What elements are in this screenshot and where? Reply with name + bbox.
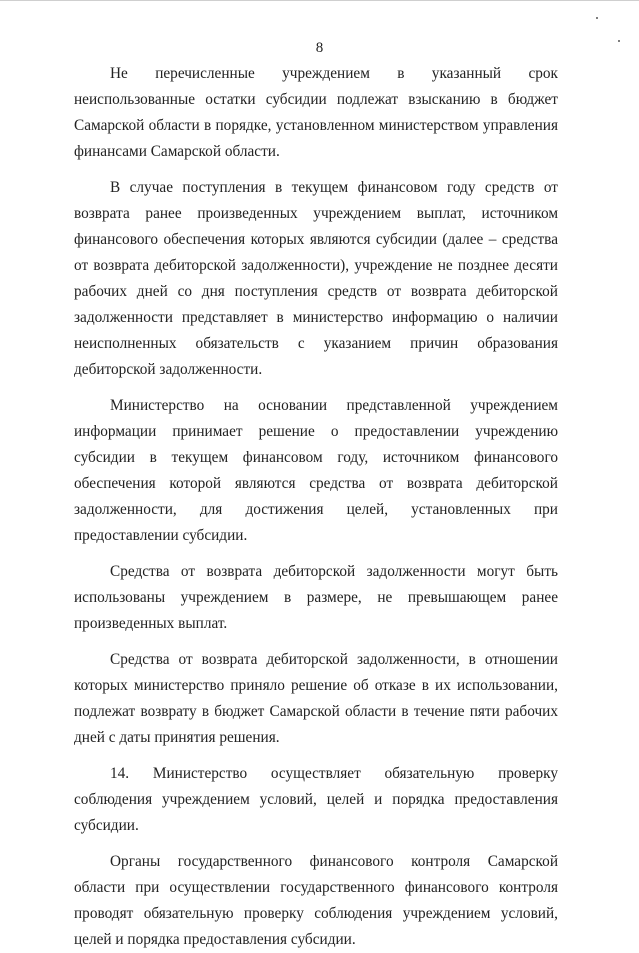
top-edge-line (0, 0, 639, 1)
paragraph: В случае поступления в текущем финансовом году средств от возврата ранее произведенных учреждением выплат, источником финансового обеспечения которых являются субсидии (далее – средства от возврата дебиторской задолженности), учреждение не позднее десяти рабочих дней со дня поступления средств от возврата дебиторской задолженности представляет в министерство информацию о наличии неисполненных обязательств с указанием причин образования дебиторской задолженности. (74, 179, 558, 378)
paragraph: Министерство на основании представленной учреждением информации принимает решение о предоставлении учреждению субсидии в текущем финансовом году, источником финансового обеспечения которой являются средства от возврата дебиторской задолженности, для достижения целей, установленных при предоставлении субсидии. (74, 397, 558, 544)
page-number: 8 (315, 40, 324, 56)
paragraph: Не перечисленные учреждением в указанный срок неиспользованные остатки субсидии подлежат взысканию в бюджет Самарской области в порядке, установленном министерством управления финансами Самарской области. (74, 65, 558, 160)
paragraph: 14. Министерство осуществляет обязательную проверку соблюдения учреждением условий, целей и порядка предоставления субсидии. (74, 765, 558, 834)
paragraph: Органы государственного финансового контроля Самарской области при осуществлении государственного финансового контроля проводят обязательную проверку соблюдения учреждением условий, целей и порядка предоставления субсидии. (74, 853, 558, 948)
paragraph: Средства от возврата дебиторской задолженности могут быть использованы учреждением в размере, не превышающем ранее произведенных выплат. (74, 563, 558, 632)
document-body (74, 61, 558, 953)
paragraph: Средства от возврата дебиторской задолженности, в отношении которых министерство приняло решение об отказе в их использовании, подлежат возврату в бюджет Самарской области в течение пяти рабочих дней с даты принятия решения. (74, 651, 558, 746)
scan-speck (596, 17, 598, 19)
